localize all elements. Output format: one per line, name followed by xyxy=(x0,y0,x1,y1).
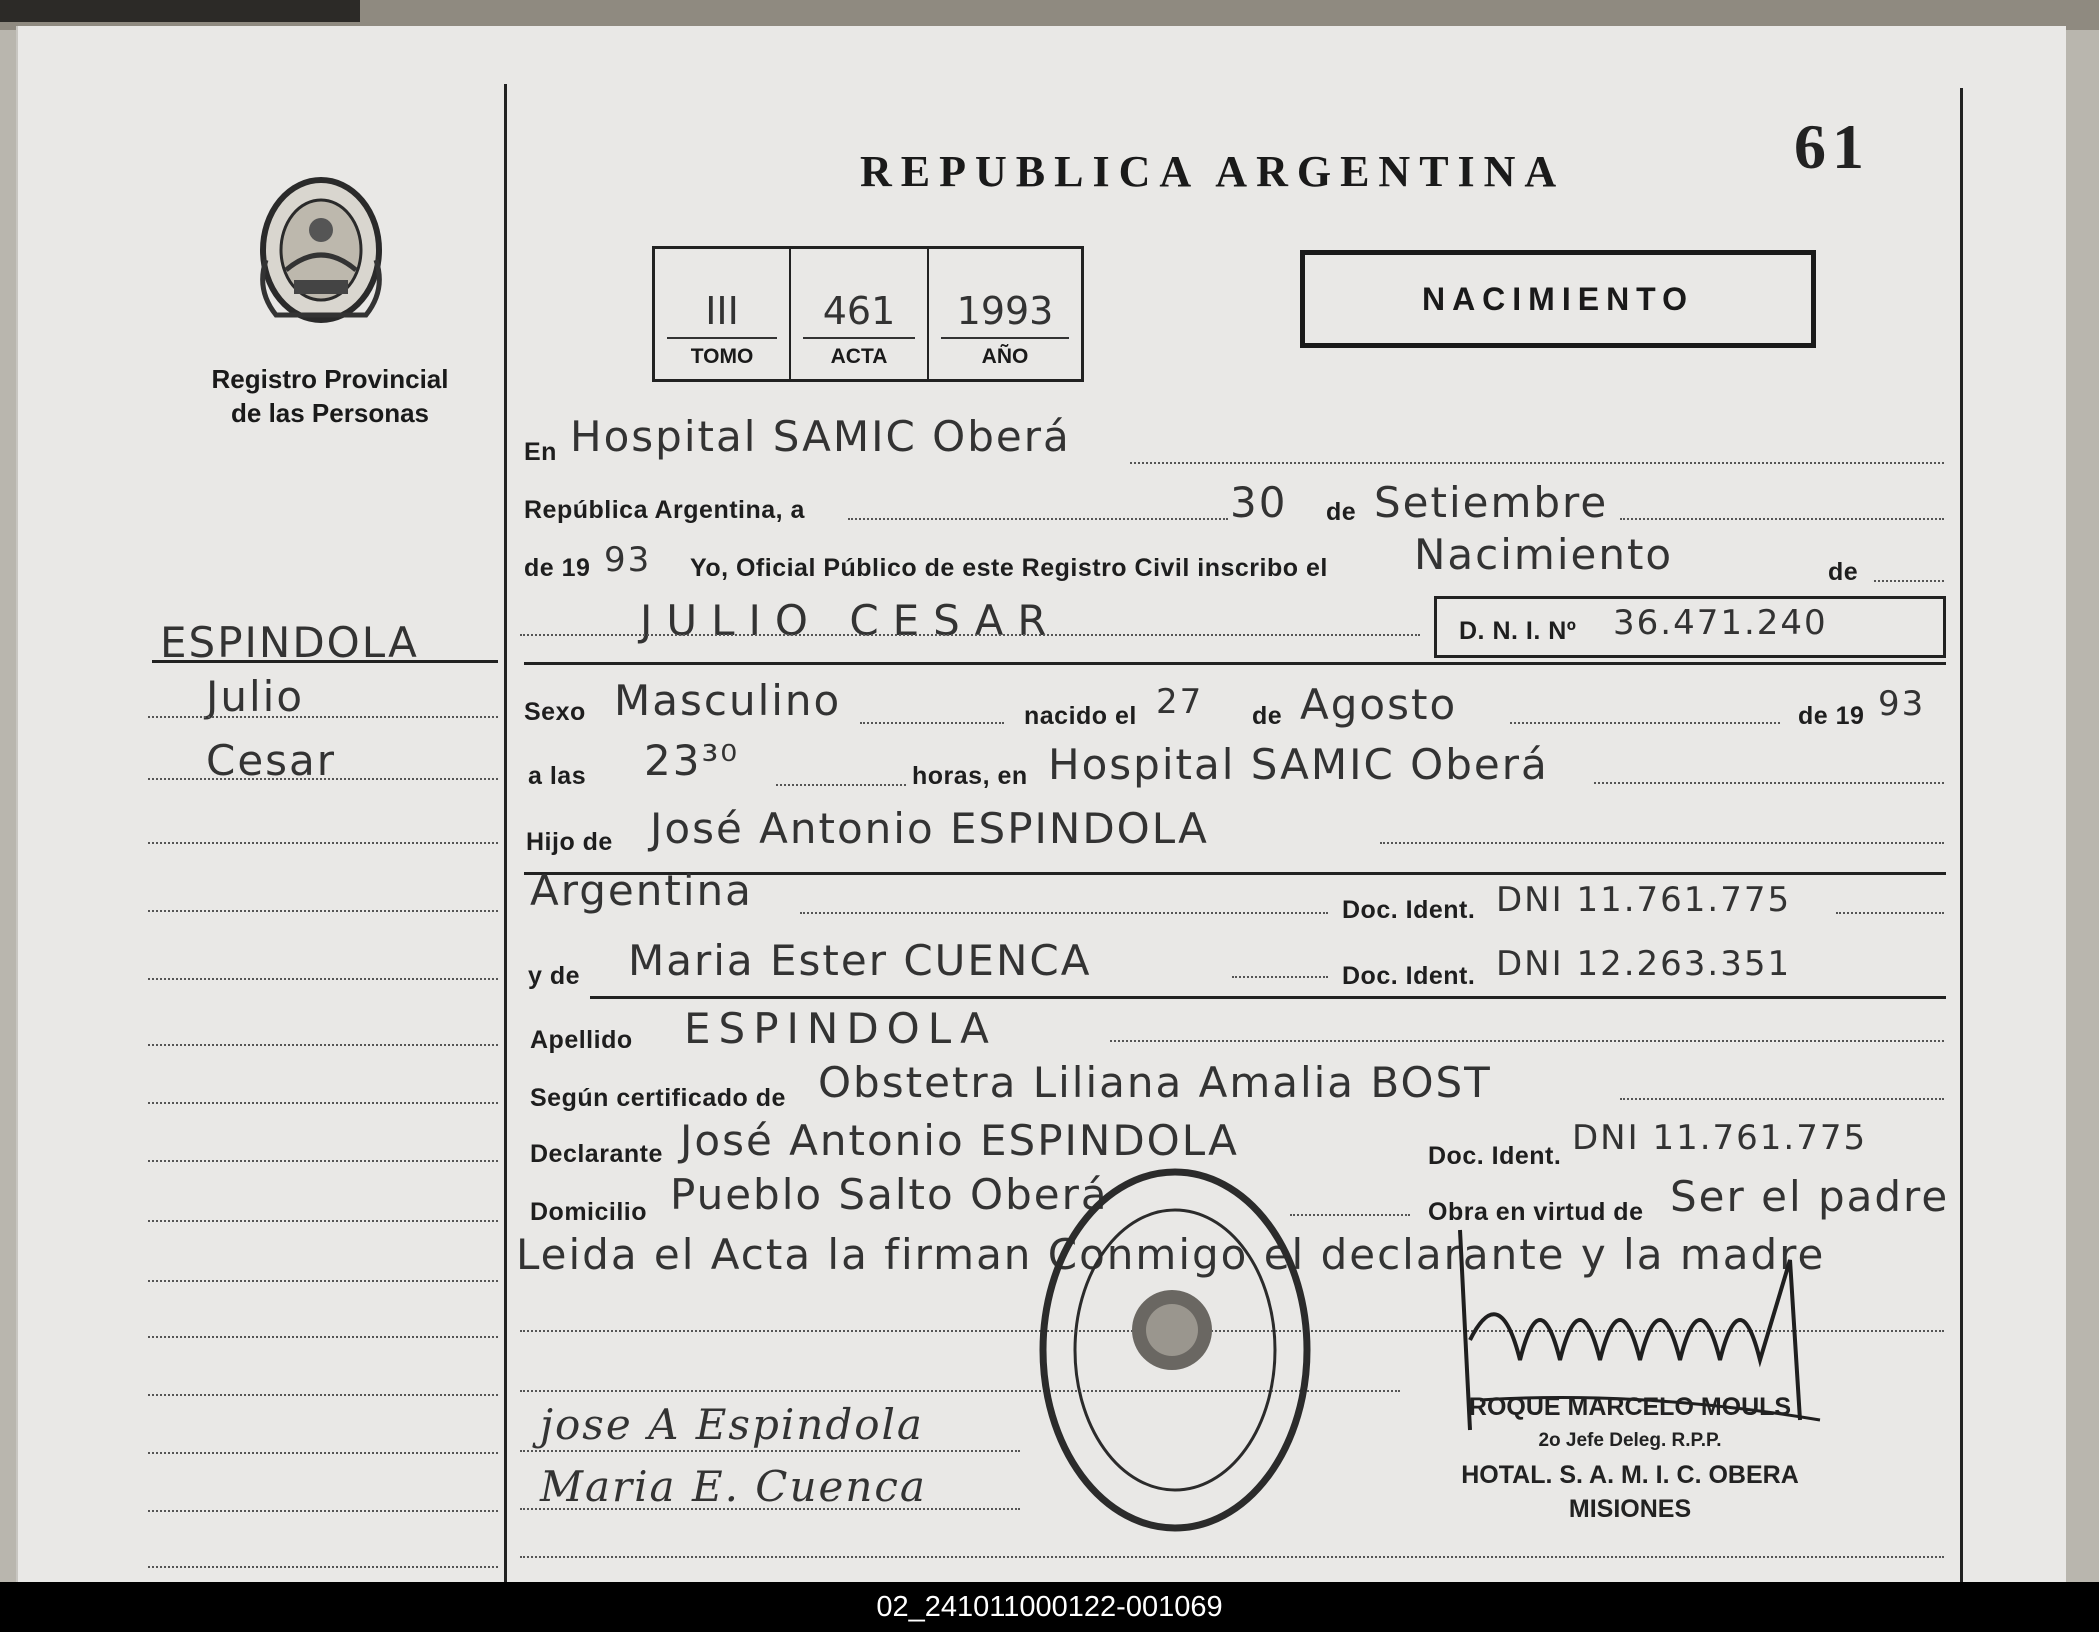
margin-line xyxy=(148,1336,498,1338)
father-doc: DNI 11.761.775 xyxy=(1496,880,1792,920)
field-line xyxy=(848,518,1228,520)
acta-cell xyxy=(791,249,929,379)
margin-line xyxy=(148,1394,498,1396)
registry-name-line2: de las Personas xyxy=(231,398,429,428)
father-nationality: Argentina xyxy=(530,866,753,915)
sexo-value: Masculino xyxy=(614,676,842,725)
domicilio-value: Pueblo Salto Oberá xyxy=(670,1170,1109,1219)
registry-number-box xyxy=(652,246,1084,382)
margin-line xyxy=(148,1452,498,1454)
inscribo-value: Nacimiento xyxy=(1414,530,1674,579)
section-rule xyxy=(590,996,1946,999)
year-prefix: de 19 xyxy=(524,554,591,582)
mother-doc: DNI 12.263.351 xyxy=(1496,944,1792,984)
mother-value: Maria Ester CUENCA xyxy=(628,936,1092,985)
margin-line xyxy=(148,1160,498,1162)
hijo-label: Hijo de xyxy=(526,828,613,856)
tomo-value: III xyxy=(705,289,739,333)
field-line xyxy=(1836,912,1944,914)
field-line xyxy=(520,1450,1020,1452)
declarante-value: José Antonio ESPINDOLA xyxy=(680,1116,1239,1165)
ano-label: AÑO xyxy=(981,345,1029,368)
field-line xyxy=(1620,1098,1944,1100)
dni-label: D. N. I. Nº xyxy=(1459,617,1577,645)
margin-line xyxy=(148,1044,498,1046)
right-border xyxy=(1960,88,1963,1582)
official-stamp-icon xyxy=(1030,1160,1320,1545)
official-name: ROQUE MARCELO MOULS xyxy=(1468,1393,1792,1421)
field-line xyxy=(1110,1040,1944,1042)
registry-name-line1: Registro Provincial xyxy=(211,364,449,394)
page-number: 61 xyxy=(1794,111,1870,182)
field-line xyxy=(1620,518,1944,520)
field-line xyxy=(800,912,1328,914)
acta-label: ACTA xyxy=(830,345,888,368)
field-line xyxy=(1380,842,1944,844)
de-label-3: de xyxy=(1252,702,1283,730)
father-signature: jose A Espindola xyxy=(540,1400,924,1449)
segun-label: Según certificado de xyxy=(530,1084,786,1112)
margin-line xyxy=(148,778,498,780)
birth-year: 93 xyxy=(1878,684,1926,724)
birth-year-prefix: de 19 xyxy=(1798,702,1865,730)
leida-text: Leida el Acta la firman Conmigo el declarante y la madre xyxy=(516,1230,1826,1279)
document-type-box: NACIMIENTO xyxy=(1300,250,1816,348)
place-value: Hospital SAMIC Oberá xyxy=(1048,740,1549,789)
yde-label: y de xyxy=(528,962,581,990)
margin-given-name-1: Julio xyxy=(206,672,305,721)
oficial-text: Yo, Oficial Público de este Registro Civil inscribo el xyxy=(690,554,1328,582)
field-line xyxy=(1874,580,1944,582)
domicilio-label: Domicilio xyxy=(530,1198,648,1226)
ano-value: 1993 xyxy=(956,289,1054,333)
registry-name xyxy=(170,362,490,430)
field-line xyxy=(1232,976,1328,978)
field-line xyxy=(520,1556,1944,1558)
tomo-label: TOMO xyxy=(690,345,754,368)
time-value: 23³⁰ xyxy=(644,736,740,785)
official-role: 2o Jefe Deleg. R.P.P. xyxy=(1538,1430,1722,1451)
margin-line xyxy=(148,1510,498,1512)
day-value: 30 xyxy=(1230,478,1288,527)
sexo-label: Sexo xyxy=(524,698,586,726)
alas-label: a las xyxy=(528,762,587,790)
apellido-value: ESPINDOLA xyxy=(684,1004,997,1053)
tomo-cell xyxy=(655,249,791,379)
birth-day: 27 xyxy=(1156,682,1204,722)
nacido-label: nacido el xyxy=(1024,702,1137,730)
birth-month: Agosto xyxy=(1300,680,1458,729)
horas-label: horas, en xyxy=(912,762,1028,790)
official-province: MISIONES xyxy=(1568,1495,1692,1523)
image-id-bar: 02_241011000122-001069 xyxy=(0,1582,2099,1632)
margin-line xyxy=(148,1566,498,1568)
margin-line xyxy=(148,910,498,912)
de-label-2: de xyxy=(1828,558,1859,586)
field-line xyxy=(776,784,906,786)
ano-cell xyxy=(929,249,1081,379)
doc-label-3: Doc. Ident. xyxy=(1428,1142,1562,1170)
field-line xyxy=(1130,462,1944,464)
field-line xyxy=(1594,782,1944,784)
country-title: REPUBLICA ARGENTINA xyxy=(860,147,1566,196)
acta-value: 461 xyxy=(822,289,896,333)
margin-line xyxy=(148,1220,498,1222)
declarante-doc: DNI 11.761.775 xyxy=(1572,1118,1868,1158)
provincial-seal-icon xyxy=(246,170,396,335)
year-value: 93 xyxy=(604,540,652,580)
segun-value: Obstetra Liliana Amalia BOST xyxy=(818,1058,1492,1107)
official-office: HOTAL. S. A. M. I. C. OBERA xyxy=(1461,1461,1799,1489)
margin-line xyxy=(148,716,498,718)
dni-box xyxy=(1434,596,1946,658)
margin-surname: ESPINDOLA xyxy=(160,618,419,667)
de-label: de xyxy=(1326,498,1357,526)
name-value: JULIO CESAR xyxy=(640,596,1061,645)
margin-line xyxy=(148,1102,498,1104)
apellido-label: Apellido xyxy=(530,1026,633,1054)
obra-label: Obra en virtud de xyxy=(1428,1198,1644,1226)
declarante-label: Declarante xyxy=(530,1140,663,1168)
official-signature-block xyxy=(1400,1390,1860,1526)
father-value: José Antonio ESPINDOLA xyxy=(650,804,1209,853)
month-value: Setiembre xyxy=(1374,478,1609,527)
republica-label: República Argentina, a xyxy=(524,496,805,524)
field-line xyxy=(1510,722,1780,724)
doc-label-2: Doc. Ident. xyxy=(1342,962,1476,990)
margin-given-name-2: Cesar xyxy=(206,736,337,785)
margin-divider xyxy=(504,84,507,1582)
margin-line xyxy=(148,1280,498,1282)
section-rule xyxy=(524,662,1946,665)
dni-value: 36.471.240 xyxy=(1613,603,1828,643)
en-label: En xyxy=(524,438,557,466)
obra-value: Ser el padre xyxy=(1670,1172,1950,1221)
doc-label: Doc. Ident. xyxy=(1342,896,1476,924)
margin-line xyxy=(148,842,498,844)
en-value: Hospital SAMIC Oberá xyxy=(570,412,1071,461)
field-line xyxy=(860,722,1004,724)
field-line xyxy=(520,634,1420,636)
mother-signature: Maria E. Cuenca xyxy=(540,1462,927,1511)
margin-line xyxy=(148,978,498,980)
